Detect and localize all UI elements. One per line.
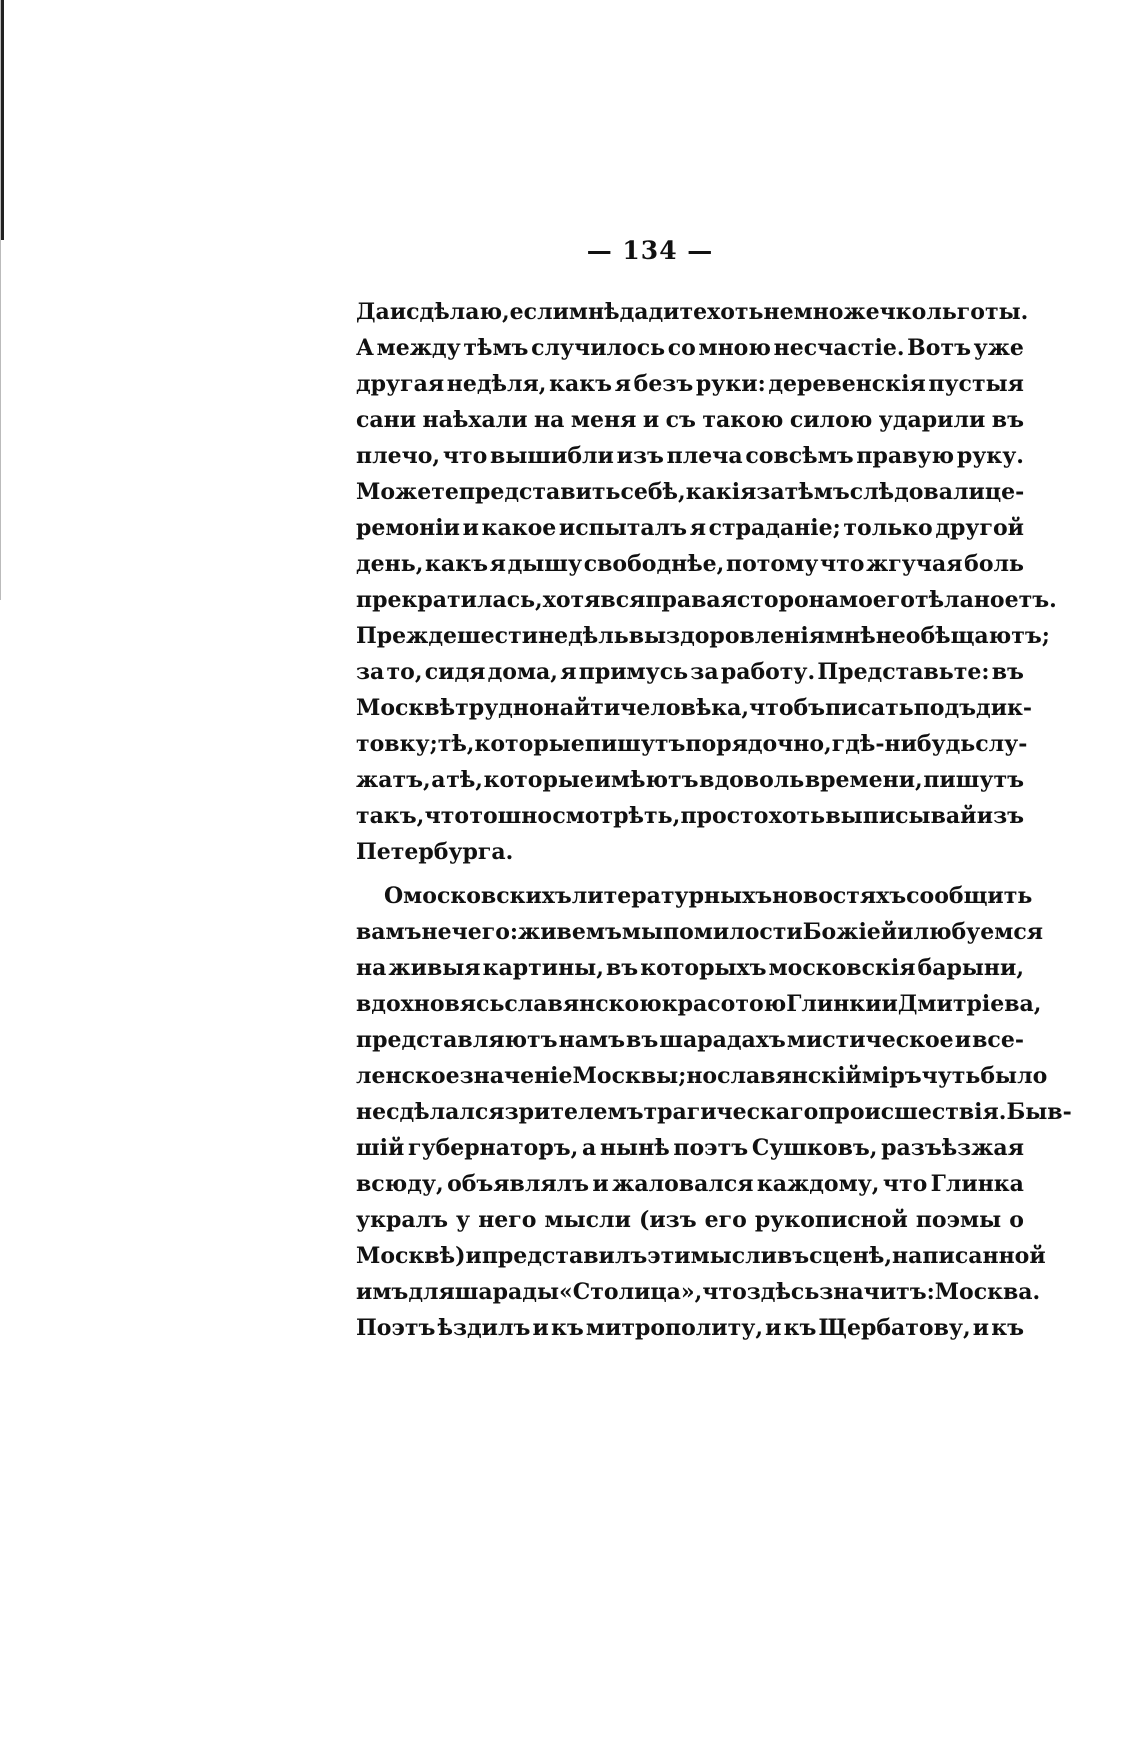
text-line: Петербурга.: [356, 839, 514, 865]
text-line: Москвѣ трудно найти человѣка, чтобъ писать подъ дик-: [356, 695, 1033, 721]
page-body-text: [356, 294, 1072, 1346]
text-line: представляютъ намъ въ шарадахъ мистическое и все-: [356, 1027, 1024, 1053]
text-line: вамъ нечего: живемъ мы по милости Божіей и любуемся: [356, 919, 1044, 945]
text-line: Можете представить себѣ, какія затѣмъ слѣдовали це-: [356, 479, 1025, 505]
text-line: другая недѣля, какъ я безъ руки: деревенскія пустыя: [356, 371, 1024, 397]
text-line: шій губернаторъ, а нынѣ поэтъ Сушковъ, разъѣзжая: [356, 1135, 1024, 1161]
text-line: жатъ, а тѣ, которые имѣютъ вдоволь времени, пишутъ: [356, 767, 1024, 793]
text-line: прекратилась, хотя вся правая сторона моего тѣла ноетъ.: [356, 587, 1057, 613]
text-line: Да и сдѣлаю, если мнѣ дадите хоть немножечко льготы.: [356, 299, 1029, 325]
text-line: ремоніи и какое испыталъ я страданіе; только другой: [356, 515, 1024, 541]
text-line: ленское значеніе Москвы; но славянскій міръ чуть было: [356, 1063, 1048, 1089]
text-line: такъ, что тошно смотрѣть, просто хоть выписывай изъ: [356, 803, 1024, 829]
page-number: — 134 —: [586, 236, 714, 265]
text-line: сани наѣхали на меня и съ такою силою ударили въ: [356, 407, 1024, 433]
text-line: укралъ у него мысли (изъ его рукописной поэмы о: [356, 1207, 1024, 1233]
text-line: плечо, что вышибли изъ плеча совсѣмъ правую руку.: [356, 443, 1024, 469]
text-line: товку; тѣ, которые пишутъ порядочно, гдѣ-нибудь слу-: [356, 731, 1028, 757]
text-line: имъ для шарады «Столица», что здѣсь значитъ: Москва.: [356, 1279, 1041, 1305]
paragraph-gap: [356, 870, 1024, 878]
text-line: О московскихъ литературныхъ новостяхъ сообщить: [384, 883, 1033, 909]
text-line: день, какъ я дышу свободнѣе, потому что жгучая боль: [356, 551, 1024, 577]
text-line: вдохновясь славянскою красотою Глинки и Дмитріева,: [356, 991, 1042, 1017]
text-line: А между тѣмъ случилось со мною несчастіе. Вотъ уже: [356, 335, 1024, 361]
text-line: на живыя картины, въ которыхъ московскія барыни,: [356, 955, 1024, 981]
text-line: Поэтъ ѣздилъ и къ митрополиту, и къ Щербатову, и къ: [356, 1315, 1024, 1341]
text-line: Москвѣ) и представилъ эти мысли въ сценѣ, написанной: [356, 1243, 1046, 1269]
text-line: всюду, объявлялъ и жаловался каждому, что Глинка: [356, 1171, 1024, 1197]
text-line: Прежде шести недѣль выздоровленія мнѣ не обѣщаютъ;: [356, 623, 1050, 649]
scan-binding-shadow: [0, 0, 1, 600]
text-line: за то, сидя дома, я примусь за работу. Представьте: въ: [356, 659, 1024, 685]
text-line: не сдѣлался зрителемъ трагическаго происшествія. Быв-: [356, 1099, 1072, 1125]
